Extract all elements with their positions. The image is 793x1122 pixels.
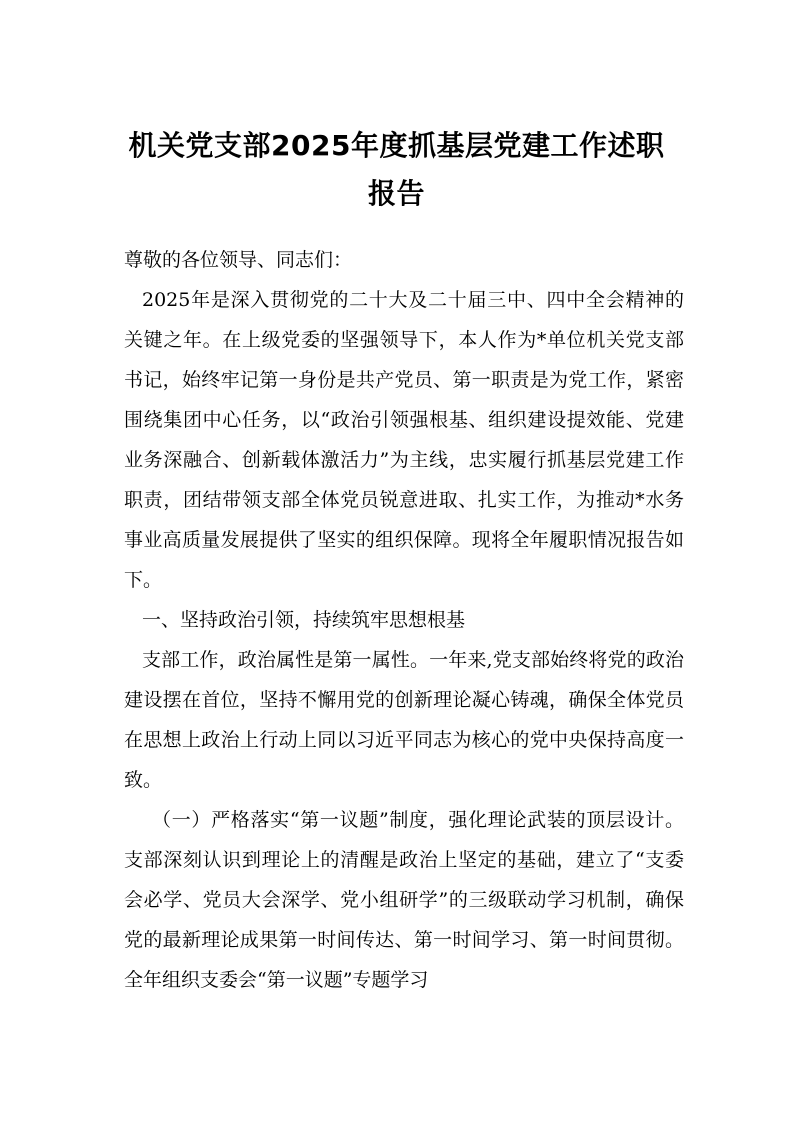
document-title-line-2: 报告 [367,177,425,210]
salutation: 尊敬的各位领导、同志们： [124,249,353,271]
paragraph-subsection-1: （一）严格落实“第一议题”制度，强化理论武装的顶层设计。支部深刻认识到理论上的清醒是政治上坚定的基础，建立了“支委会必学、党员大会深学、党小组研学”的三级联动学习机制，确保党的最新理论成果第一时间传达、第一时间学习、第一时间贯彻。全年组织支委会“第一议题”专题学习 [124,809,684,991]
document-body [124,240,684,1000]
section-heading-1: 一、坚持政治引领，持续筑牢思想根基 [142,609,466,631]
document-title-line-1: 机关党支部2025年度抓基层党建工作述职 [128,129,665,162]
paragraph-section-1: 支部工作，政治属性是第一属性。一年来,党支部始终将党的政治建设摆在首位，坚持不懈用党的创新理论凝心铸魂，确保全体党员在思想上政治上行动上同以习近平同志为核心的党中央保持高度一致。 [124,649,684,791]
paragraph-intro: 2025年是深入贯彻党的二十大及二十届三中、四中全会精神的关键之年。在上级党委的坚强领导下，本人作为*单位机关党支部书记，始终牢记第一身份是共产党员、第一职责是为党工作，紧密围绕集团中心任务，以“政治引领强根基、组织建设提效能、党建业务深融合、创新载体激活力”为主线，忠实履行抓基层党建工作职责，团结带领支部全体党员锐意进取、扎实工作，为推动*水务事业高质量发展提供了坚实的组织保障。现将全年履职情况报告如下。 [124,289,684,591]
